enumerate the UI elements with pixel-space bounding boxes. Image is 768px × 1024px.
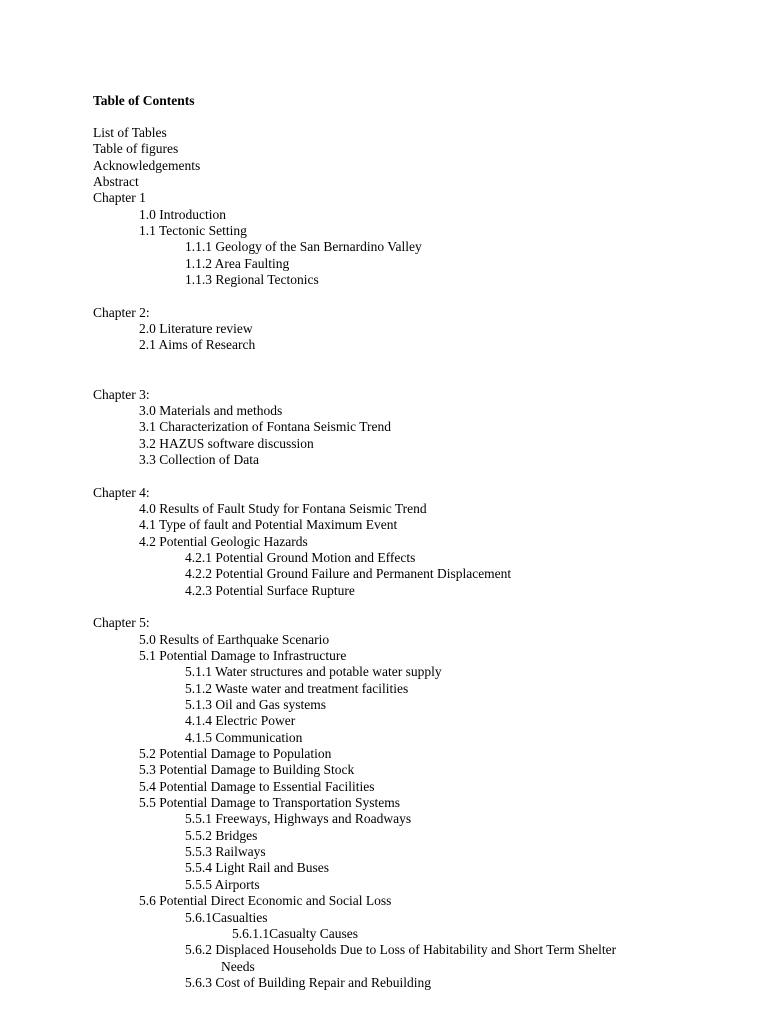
toc-entry: 4.1 Type of fault and Potential Maximum Event	[139, 517, 398, 533]
toc-heading-entry: Chapter 3:	[93, 386, 150, 402]
toc-heading-entry: Chapter 2:	[93, 304, 150, 320]
toc-entry: 5.1 Potential Damage to Infrastructure	[139, 648, 347, 663]
toc-entry: 5.5.4 Light Rail and Buses	[185, 860, 329, 876]
toc-entry: 5.5.5 Airports	[185, 876, 260, 892]
toc-entry: 5.4 Potential Damage to Essential Facilities	[139, 778, 375, 794]
toc-entry: 1.1.1 Geology of the San Bernardino Valley	[185, 239, 422, 255]
toc-entry: 1.0 Introduction	[139, 206, 226, 222]
toc-entry: 5.6 Potential Direct Economic and Social Loss	[139, 893, 392, 909]
toc-spacer	[0, 288, 768, 304]
toc-heading-entry: Table of figures	[93, 141, 179, 157]
toc-entry: 5.6.1Casualties	[185, 909, 268, 925]
toc-entry: 3.0 Materials and methods	[139, 402, 283, 418]
toc-heading-entry: Chapter 1	[93, 190, 146, 206]
toc-entry: 5.0 Results of Earthquake Scenario	[139, 631, 330, 647]
toc-entry: 4.2.3 Potential Surface Rupture	[185, 582, 355, 598]
toc-spacer	[0, 599, 768, 615]
toc-entry: 2.1 Aims of Research	[139, 337, 256, 353]
toc-entry: 5.3 Potential Damage to Building Stock	[139, 762, 355, 778]
toc-entry: 5.1.3 Oil and Gas systems	[185, 697, 326, 713]
toc-entry: 4.2 Potential Geologic Hazards	[139, 533, 308, 549]
toc-entry: 3.2 HAZUS software discussion	[139, 435, 314, 451]
toc-entry: 4.2.1 Potential Ground Motion and Effects	[185, 549, 416, 565]
toc-entry: Needs	[221, 958, 255, 974]
toc-entry: 1.1.2 Area Faulting	[185, 255, 290, 271]
toc-entry: 3.3 Collection of Data	[139, 451, 259, 467]
toc-entry: 1.1.3 Regional Tectonics	[185, 272, 319, 288]
toc-entry: 5.5.2 Bridges	[185, 827, 258, 843]
toc-entry: 5.5 Potential Damage to Transportation Systems	[139, 795, 400, 811]
toc-heading-entry: Chapter 5:	[93, 615, 150, 631]
toc-entry: 5.6.2 Displaced Households Due to Loss of Habitability and Short Term Shelter	[185, 942, 617, 958]
toc-entry: 5.6.3 Cost of Building Repair and Rebuilding	[185, 974, 431, 990]
toc-heading-entry: List of Tables	[93, 125, 167, 140]
toc-entry: 4.2.2 Potential Ground Failure and Permanent Displacement	[185, 566, 512, 582]
toc-title: Table of Contents	[93, 93, 195, 108]
toc-entry: 2.0 Literature review	[139, 321, 253, 337]
toc-entry: 5.5.1 Freeways, Highways and Roadways	[185, 811, 412, 827]
toc-list	[0, 125, 768, 991]
toc-entry: 5.1.2 Waste water and treatment facilities	[185, 680, 409, 696]
toc-entry: 5.5.3 Railways	[185, 844, 266, 860]
toc-entry: 5.1.1 Water structures and potable water supply	[185, 664, 442, 680]
toc-entry: 4.1.5 Communication	[185, 729, 303, 745]
toc-heading-entry: Abstract	[93, 174, 139, 190]
toc-spacer	[0, 468, 768, 484]
toc-heading-entry: Acknowledgements	[93, 157, 201, 173]
toc-entry: 5.6.1.1Casualty Causes	[232, 925, 358, 941]
toc-heading-entry: Chapter 4:	[93, 484, 150, 500]
toc-spacer	[0, 354, 768, 370]
toc-spacer	[0, 370, 768, 386]
toc-entry: 4.1.4 Electric Power	[185, 713, 296, 729]
toc-entry: 1.1 Tectonic Setting	[139, 223, 247, 239]
toc-entry: 3.1 Characterization of Fontana Seismic Trend	[139, 419, 391, 435]
toc-entry: 5.2 Potential Damage to Population	[139, 746, 332, 762]
toc-entry: 4.0 Results of Fault Study for Fontana Seismic Trend	[139, 500, 427, 516]
